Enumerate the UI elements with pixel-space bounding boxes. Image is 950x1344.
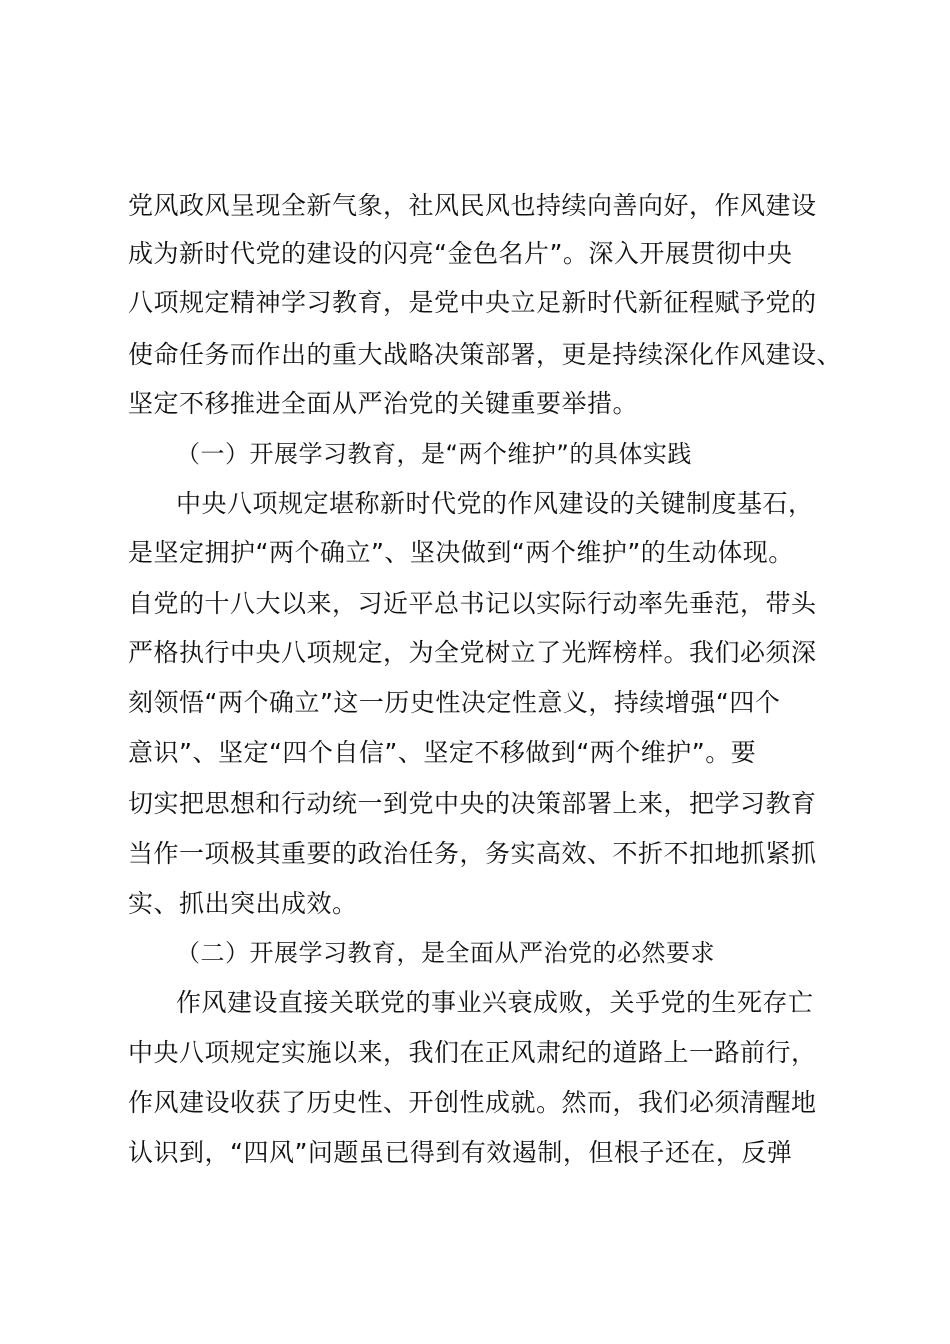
text-line: 当作一项极其重要的政治任务，务实高效、不折不扣地抓紧抓 <box>128 839 817 868</box>
text-line: 认识到，“四风”问题虽已得到有效遏制，但根子还在，反弹 <box>128 1138 793 1167</box>
text-line: 八项规定精神学习教育，是党中央立足新时代新征程赋予党的 <box>128 288 817 317</box>
text-line: 使命任务而作出的重大战略决策部署，更是持续深化作风建设、 <box>128 340 843 369</box>
paragraph-first-line: 中央八项规定堪称新时代党的作风建设的关键制度基石， <box>176 489 814 518</box>
paragraph-first-line: 作风建设直接关联党的事业兴衰成败，关乎党的生死存亡 <box>176 988 814 1017</box>
text-line: 严格执行中央八项规定，为全党树立了光辉榜样。我们必须深 <box>128 638 817 667</box>
section-heading-2: （二）开展学习教育，是全面从严治党的必然要求 <box>176 939 715 967</box>
text-line: 中央八项规定实施以来，我们在正风肃纪的道路上一路前行， <box>128 1038 817 1067</box>
text-line: 坚定不移推进全面从严治党的关键重要举措。 <box>128 389 639 418</box>
text-line: 自党的十八大以来，习近平总书记以实际行动率先垂范，带头 <box>128 589 817 618</box>
text-line: 切实把思想和行动统一到党中央的决策部署上来，把学习教育 <box>128 789 817 818</box>
text-line: 成为新时代党的建设的闪亮“金色名片”。深入开展贯彻中央 <box>128 239 793 268</box>
text-line: 党风政风呈现全新气象，社风民风也持续向善向好，作风建设 <box>128 191 817 220</box>
text-line: 作风建设收获了历史性、开创性成就。然而，我们必须清醒地 <box>128 1088 817 1117</box>
text-line: 实、抓出突出成效。 <box>128 889 358 918</box>
text-line: 是坚定拥护“两个确立”、坚决做到“两个维护”的生动体现。 <box>128 538 794 567</box>
section-heading-1: （一）开展学习教育，是“两个维护”的具体实践 <box>176 440 692 468</box>
text-line: 刻领悟“两个确立”这一历史性决定性意义，持续增强“四个 <box>128 688 781 717</box>
text-line: 意识”、坚定“四个自信”、坚定不移做到“两个维护”。要 <box>128 738 757 767</box>
